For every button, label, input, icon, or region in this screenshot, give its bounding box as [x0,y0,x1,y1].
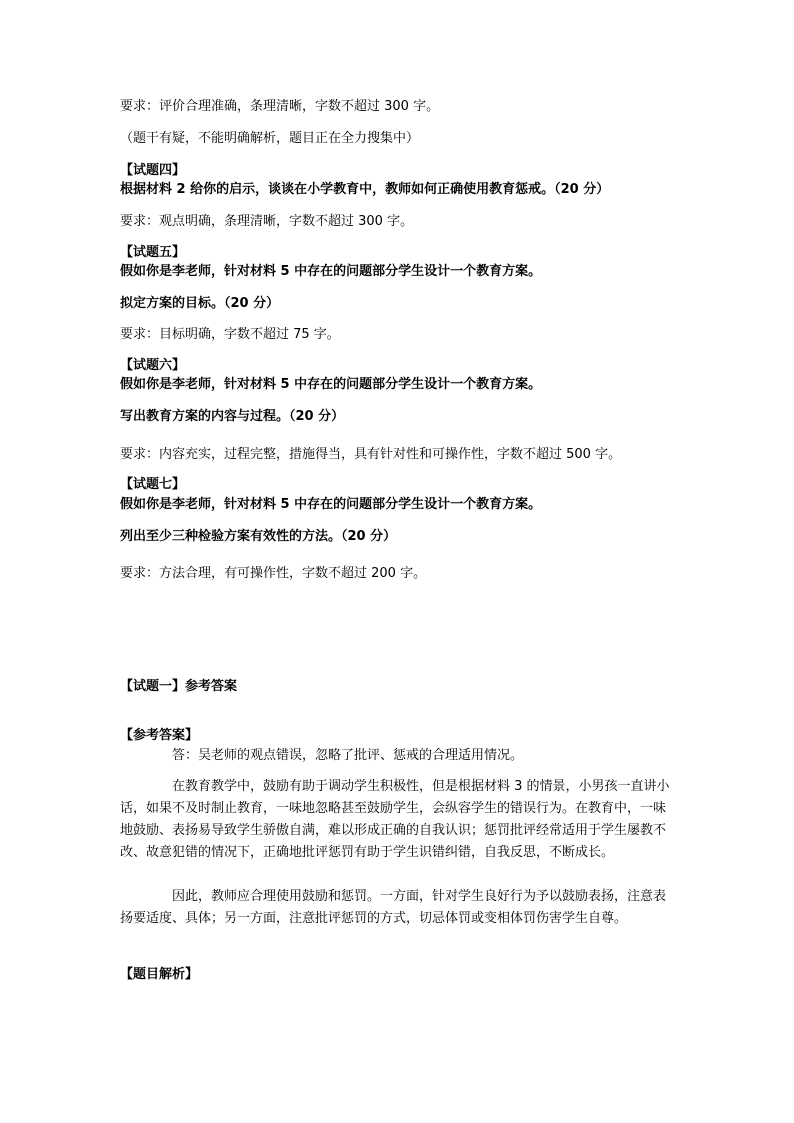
answer-heading: 【试题一】参考答案 [120,679,238,694]
answer-paragraph-1: 答：吴老师的观点错误，忽略了批评、惩戒的合理适用情况。 [172,748,524,763]
q6-task: 写出教育方案的内容与过程。（20 分） [120,409,345,424]
q7-requirement: 要求：方法合理，有可操作性，字数不超过 200 字。 [120,566,427,581]
requirement-text: 要求：评价合理准确，条理清晰，字数不超过 300 字。 [120,99,440,114]
q6-prompt: 假如你是李老师，针对材料 5 中存在的问题部分学生设计一个教育方案。 [120,377,542,392]
analysis-label: 【题目解析】 [120,967,199,982]
q5-prompt: 假如你是李老师，针对材料 5 中存在的问题部分学生设计一个教育方案。 [120,264,542,279]
q4-requirement: 要求：观点明确，条理清晰，字数不超过 300 字。 [120,214,414,229]
answer-paragraph-3: 因此，教师应合理使用鼓励和惩罚。一方面，针对学生良好行为予以鼓励表扬，注意表扬要适度、具体；另一方面，注意批评惩罚的方式，切忌体罚或变相体罚伤害学生自尊。 [120,889,667,926]
answer-paragraph-2: 在教育教学中，鼓励有助于调动学生积极性，但是根据材料 3 的情景，小男孩一直讲小话，如果不及时制止教育，一味地忽略甚至鼓励学生，会纵容学生的错误行为。在教育中，一味地鼓励、表扬易导致学生骄傲自满，难以形成正确的自我认识；惩罚批评经常适用于学生屡教不改、故意犯错的情况下，正确地批评惩罚有助于学生识错纠错，自我反思，不断成长。 [120,779,670,860]
q7-title: 【试题七】 [120,477,186,492]
q7-task: 列出至少三种检验方案有效性的方法。（20 分） [120,529,397,544]
q5-requirement: 要求：目标明确，字数不超过 75 字。 [120,327,340,342]
q5-task: 拟定方案的目标。（20 分） [120,296,280,311]
q6-title: 【试题六】 [120,358,186,373]
q4-prompt: 根据材料 2 给你的启示，谈谈在小学教育中，教师如何正确使用教育惩戒。（20 分） [120,182,610,197]
q7-prompt: 假如你是李老师，针对材料 5 中存在的问题部分学生设计一个教育方案。 [120,497,542,512]
q5-title: 【试题五】 [120,245,186,260]
note-text: （题干有疑，不能明确解析，题目正在全力搜集中） [120,131,420,146]
q4-title: 【试题四】 [120,163,186,178]
q6-requirement: 要求：内容充实，过程完整，措施得当，具有针对性和可操作性，字数不超过 500 字。 [120,447,622,462]
reference-answer-label: 【参考答案】 [120,728,199,743]
